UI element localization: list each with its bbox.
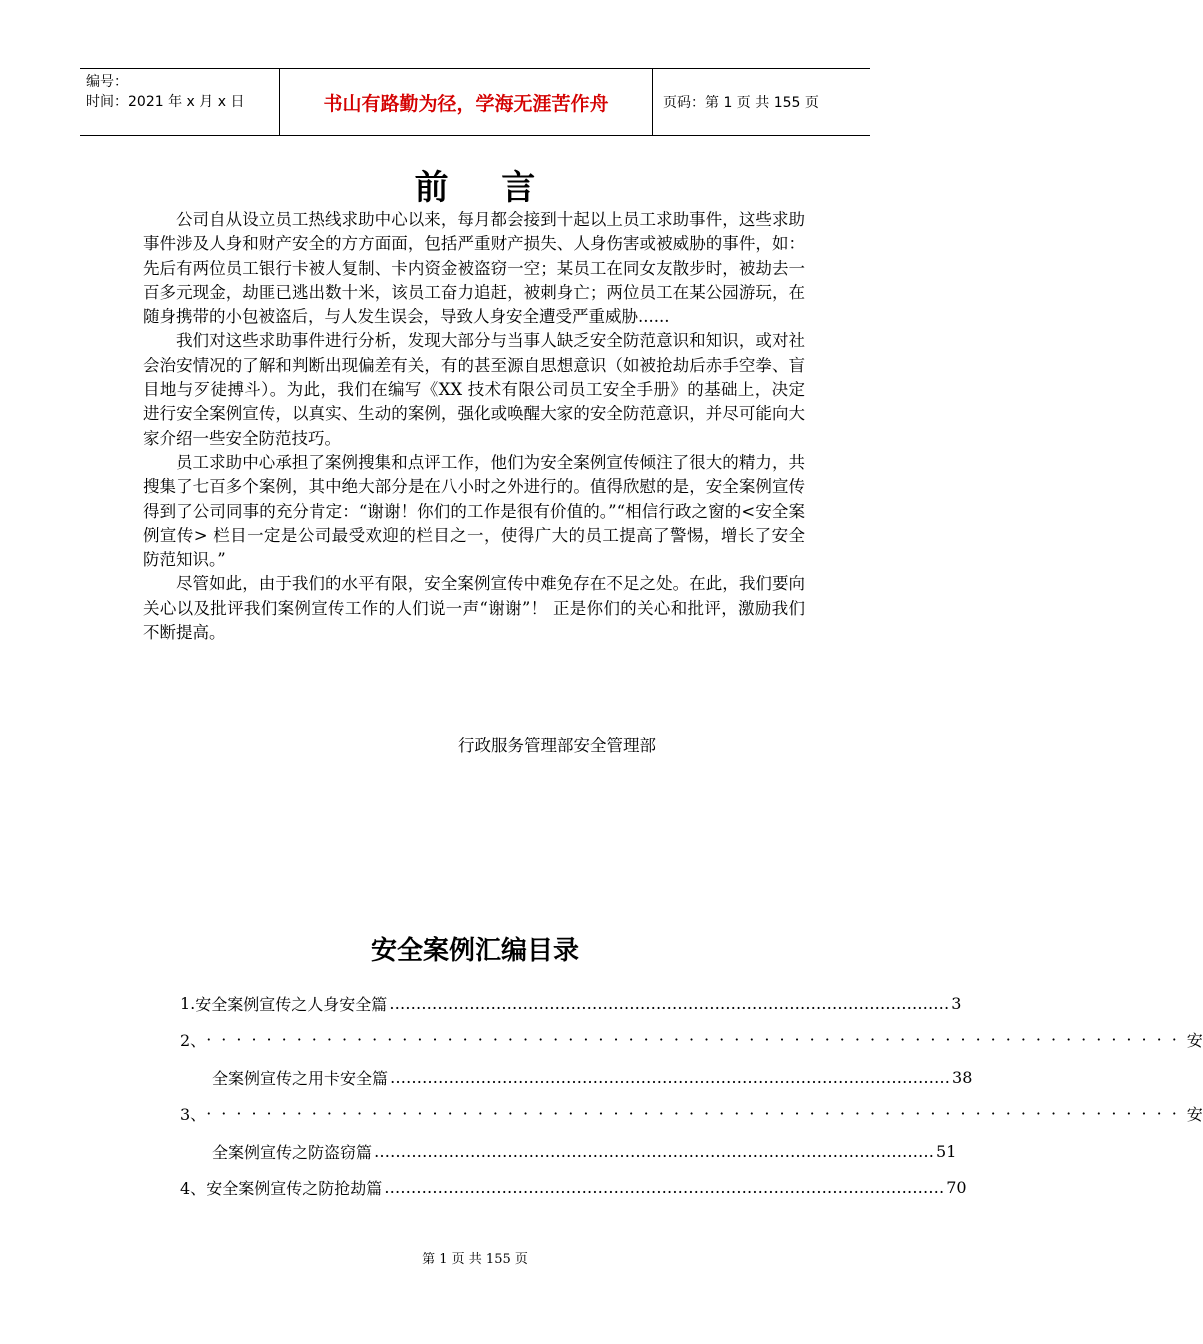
toc-item-1[interactable]	[180, 990, 962, 1016]
toc-item-number: 2、	[180, 1030, 207, 1050]
toc-item-page: 51	[936, 1141, 957, 1161]
preface-paragraph-1: 公司自从设立员工热线求助中心以来，每月都会接到十起以上员工求助事件，这些求助事件涉及人身和财产安全的方方面面，包括严重财产损失、人身伤害或被威胁的事件，如：先后有两位员工银行卡被人复制、卡内资金被盗窃一空；某员工在同女友散步时，被劫去一百多元现金，劫匪已逃出数十米，该员工奋力追赶，被刺身亡；两位员工在某公园游玩，在随身携带的小包被盗后，与人发生误会，导致人身安全遭受严重威胁......	[143, 210, 805, 327]
preface-body	[143, 208, 805, 645]
toc-item-number: 1.	[180, 993, 196, 1013]
toc-item-label: 安全案例宣传之防抢劫篇	[206, 1178, 383, 1198]
toc-item-page: 3	[951, 993, 962, 1013]
toc-item-number: 3、	[180, 1104, 207, 1124]
toc-leader-dots: ……………………………………………………………………………………………	[390, 1067, 951, 1087]
preface-title: 前 言	[414, 168, 556, 208]
preface-signature: 行政服务管理部安全管理部	[458, 736, 656, 755]
toc-item-number: 4、	[180, 1178, 207, 1198]
page-footer: 第 1 页 共 155 页	[422, 1252, 528, 1267]
toc-item-4[interactable]	[180, 1174, 967, 1200]
toc-item-wrap-char: 安	[1186, 1030, 1203, 1050]
toc-leader-dots: ……………………………………………………………………………………………	[384, 1177, 945, 1197]
preface-paragraph-2: 我们对这些求助事件进行分析，发现大部分与当事人缺乏安全防范意识和知识，或对社会治安情况的了解和判断出现偏差有关，有的甚至源自思想意识（如被抢劫后赤手空拳、盲目地与歹徒搏斗）。为此，我们在编写《XX 技术有限公司员工安全手册》的基础上，决定进行安全案例宣传，以真实、生动的案例，强化或唤醒大家的安全防范意识，并尽可能向大家介绍一些安全防范技巧。	[143, 331, 805, 448]
preface-paragraph-3: 员工求助中心承担了案例搜集和点评工作，他们为安全案例宣传倾注了很大的精力，共搜集了七百多个案例，其中绝大部分是在八小时之外进行的。值得欣慰的是，安全案例宣传得到了公司同事的充分肯定：“谢谢！你们的工作是很有价值的。”“相信行政之窗的<安全案例宣传> 栏目一定是公司最受欢迎的栏目之一，使得广大的员工提高了警惕，增长了安全防范知识。”	[143, 452, 805, 570]
header-motto: 书山有路勤为径，学海无涯苦作舟	[280, 69, 653, 135]
toc-item-2-line-1[interactable]	[180, 1026, 1203, 1052]
toc-item-3-line-1[interactable]	[180, 1100, 1203, 1126]
header-meta	[80, 69, 280, 135]
toc-leader-dots: ……………………………………………………………………………………………	[389, 993, 950, 1013]
toc-leader-dots: ·································································	[206, 1029, 1187, 1049]
toc-title: 安全案例汇编目录	[370, 936, 579, 966]
header-page-info: 页码：第 1 页 共 155 页	[663, 95, 819, 111]
toc-item-3-line-2[interactable]	[180, 1138, 957, 1164]
toc-item-page: 70	[946, 1177, 967, 1197]
toc-item-page: 38	[952, 1067, 973, 1087]
number-label: 编号：	[86, 74, 128, 90]
toc-item-label: 全案例宣传之用卡安全篇	[212, 1068, 389, 1088]
toc-item-2-line-2[interactable]	[180, 1064, 973, 1090]
page-header	[80, 68, 870, 136]
toc-leader-dots: ·································································	[206, 1103, 1187, 1123]
toc-item-label: 安全案例宣传之人身安全篇	[195, 994, 388, 1014]
toc-item-wrap-char: 安	[1186, 1104, 1203, 1124]
toc-leader-dots: ……………………………………………………………………………………………	[374, 1141, 935, 1161]
time-label: 时间：2021 年 x 月 x 日	[86, 94, 245, 110]
preface-paragraph-4: 尽管如此，由于我们的水平有限，安全案例宣传中难免存在不足之处。在此，我们要向关心以及批评我们案例宣传工作的人们说一声“谢谢”！ 正是你们的关心和批评，激励我们不断提高。	[143, 574, 805, 643]
toc-item-label: 全案例宣传之防盗窃篇	[212, 1142, 373, 1162]
